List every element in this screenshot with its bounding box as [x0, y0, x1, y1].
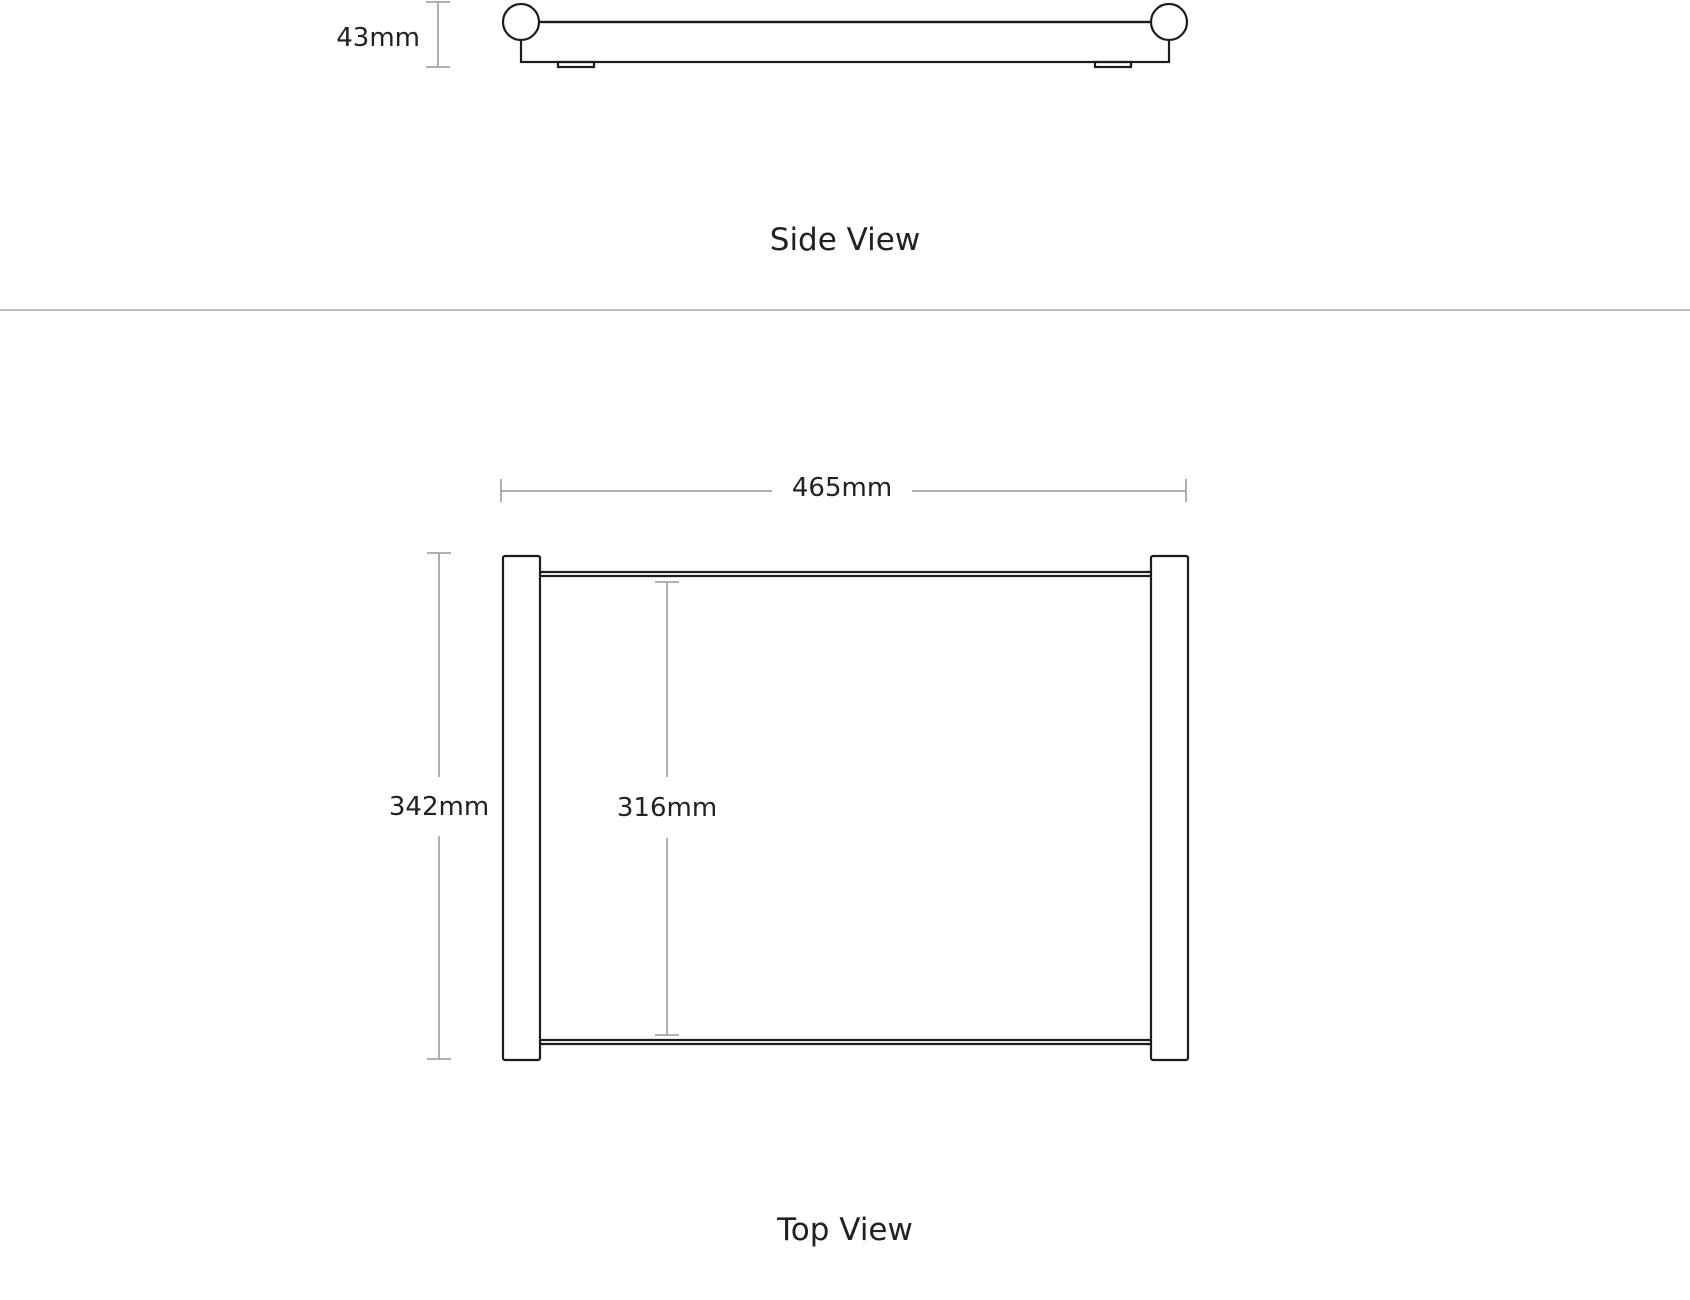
side-view [336, 2, 1187, 258]
top-tray-outline [503, 556, 1188, 1060]
right-handle-end [1151, 4, 1187, 40]
side-height-dimension [336, 2, 450, 67]
tray-base [521, 22, 1169, 62]
side-view-title: Side View [769, 222, 921, 258]
top-inner-depth-label: 316mm [616, 793, 718, 823]
top-inner-depth-dimension [617, 582, 717, 1035]
left-handle [503, 556, 540, 1060]
top-width-label: 465mm [791, 473, 893, 503]
right-handle [1151, 556, 1188, 1060]
side-height-label: 43mm [336, 23, 420, 53]
top-outer-depth-dimension [389, 553, 489, 1059]
top-width-dimension [501, 473, 1186, 503]
top-view-title: Top View [777, 1212, 913, 1248]
side-tray-profile [503, 4, 1187, 67]
top-outer-depth-label: 342mm [388, 792, 490, 822]
left-handle-end [503, 4, 539, 40]
top-view [389, 473, 1188, 1248]
